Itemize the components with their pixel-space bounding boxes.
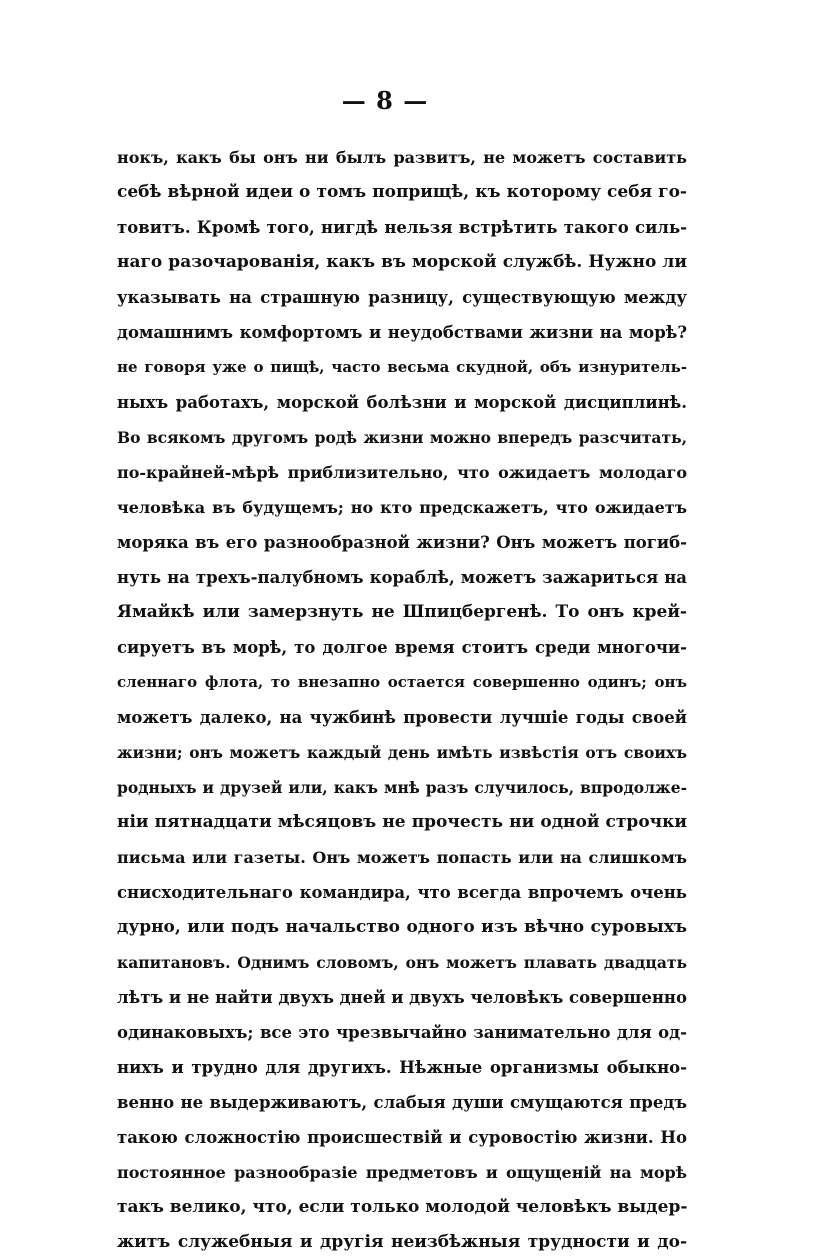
- text-line: домашнимъ комфортомъ и неудобствами жизни на морѣ?: [117, 323, 687, 342]
- text-line: лѣтъ и не найти двухъ дней и двухъ человѣкъ совершенно: [117, 988, 687, 1007]
- text-line: не говоря уже о пищѣ, часто весьма скудной, объ изнуритель-: [117, 358, 687, 376]
- text-line: родныхъ и друзей или, какъ мнѣ разъ случилось, впродолже-: [117, 778, 687, 797]
- text-line: Ямайкѣ или замерзнуть не Шпицбергенѣ. То онъ крей-: [117, 602, 687, 622]
- text-line: по-крайней-мѣрѣ приблизительно, что ожидаетъ молодаго: [117, 463, 687, 482]
- text-line: житъ служебныя и другія неизбѣжныя трудности и до-: [117, 1232, 687, 1252]
- text-line: сируетъ въ морѣ, то долгое время стоитъ среди многочи-: [117, 638, 687, 657]
- body-text: [117, 140, 687, 1260]
- text-line: себѣ вѣрной идеи о томъ поприщѣ, къ которому себя го-: [117, 182, 687, 202]
- text-line: наго разочарованія, какъ въ морской службѣ. Нужно ли: [117, 252, 687, 272]
- text-line: человѣка въ будущемъ; но кто предскажетъ, что ожидаетъ: [117, 498, 687, 517]
- text-line: можетъ далеко, на чужбинѣ провести лучшіе годы своей: [117, 708, 687, 727]
- text-line: постоянное разнообразіе предметовъ и ощущеній на морѣ: [117, 1163, 687, 1182]
- text-line: ніи пятнадцати мѣсяцовъ не прочесть ни одной строчки: [117, 812, 687, 832]
- text-line: капитановъ. Однимъ словомъ, онъ можетъ плавать двадцать: [117, 953, 687, 972]
- text-line: снисходительнаго командира, что всегда впрочемъ очень: [117, 883, 687, 902]
- text-line: указывать на страшную разницу, существующую между: [117, 288, 687, 307]
- text-line: нокъ, какъ бы онъ ни былъ развитъ, не можетъ составить: [117, 148, 687, 167]
- text-line: такъ велико, что, если только молодой человѣкъ выдер-: [117, 1197, 687, 1217]
- text-line: дурно, или подъ начальство одного изъ вѣчно суровыхъ: [117, 917, 687, 937]
- text-line: ныхъ работахъ, морской болѣзни и морской дисциплинѣ.: [117, 393, 687, 412]
- text-line: моряка въ его разнообразной жизни? Онъ можетъ погиб-: [117, 533, 687, 552]
- text-line: письма или газеты. Онъ можетъ попасть или на слишкомъ: [117, 848, 687, 867]
- text-line: такою сложностію происшествій и суровостію жизни. Но: [117, 1128, 687, 1147]
- text-line: сленнаго флота, то внезапно остается совершенно одинъ; онъ: [117, 673, 687, 691]
- text-line: нихъ и трудно для другихъ. Нѣжные организмы обыкно-: [117, 1058, 687, 1077]
- text-line: венно не выдерживаютъ, слабыя души смущаются предъ: [117, 1093, 687, 1112]
- text-line: жизни; онъ можетъ каждый день имѣть извѣстія отъ своихъ: [117, 743, 687, 762]
- text-line: Во всякомъ другомъ родѣ жизни можно впередъ разсчитать,: [117, 428, 687, 447]
- page-number: — 8 —: [341, 86, 429, 115]
- text-line: нуть на трехъ-палубномъ кораблѣ, можетъ зажариться на: [117, 568, 687, 587]
- text-line: одинаковыхъ; все это чрезвычайно занимательно для од-: [117, 1023, 687, 1042]
- text-line: товитъ. Кромѣ того, нигдѣ нельзя встрѣтить такого силь-: [117, 218, 687, 237]
